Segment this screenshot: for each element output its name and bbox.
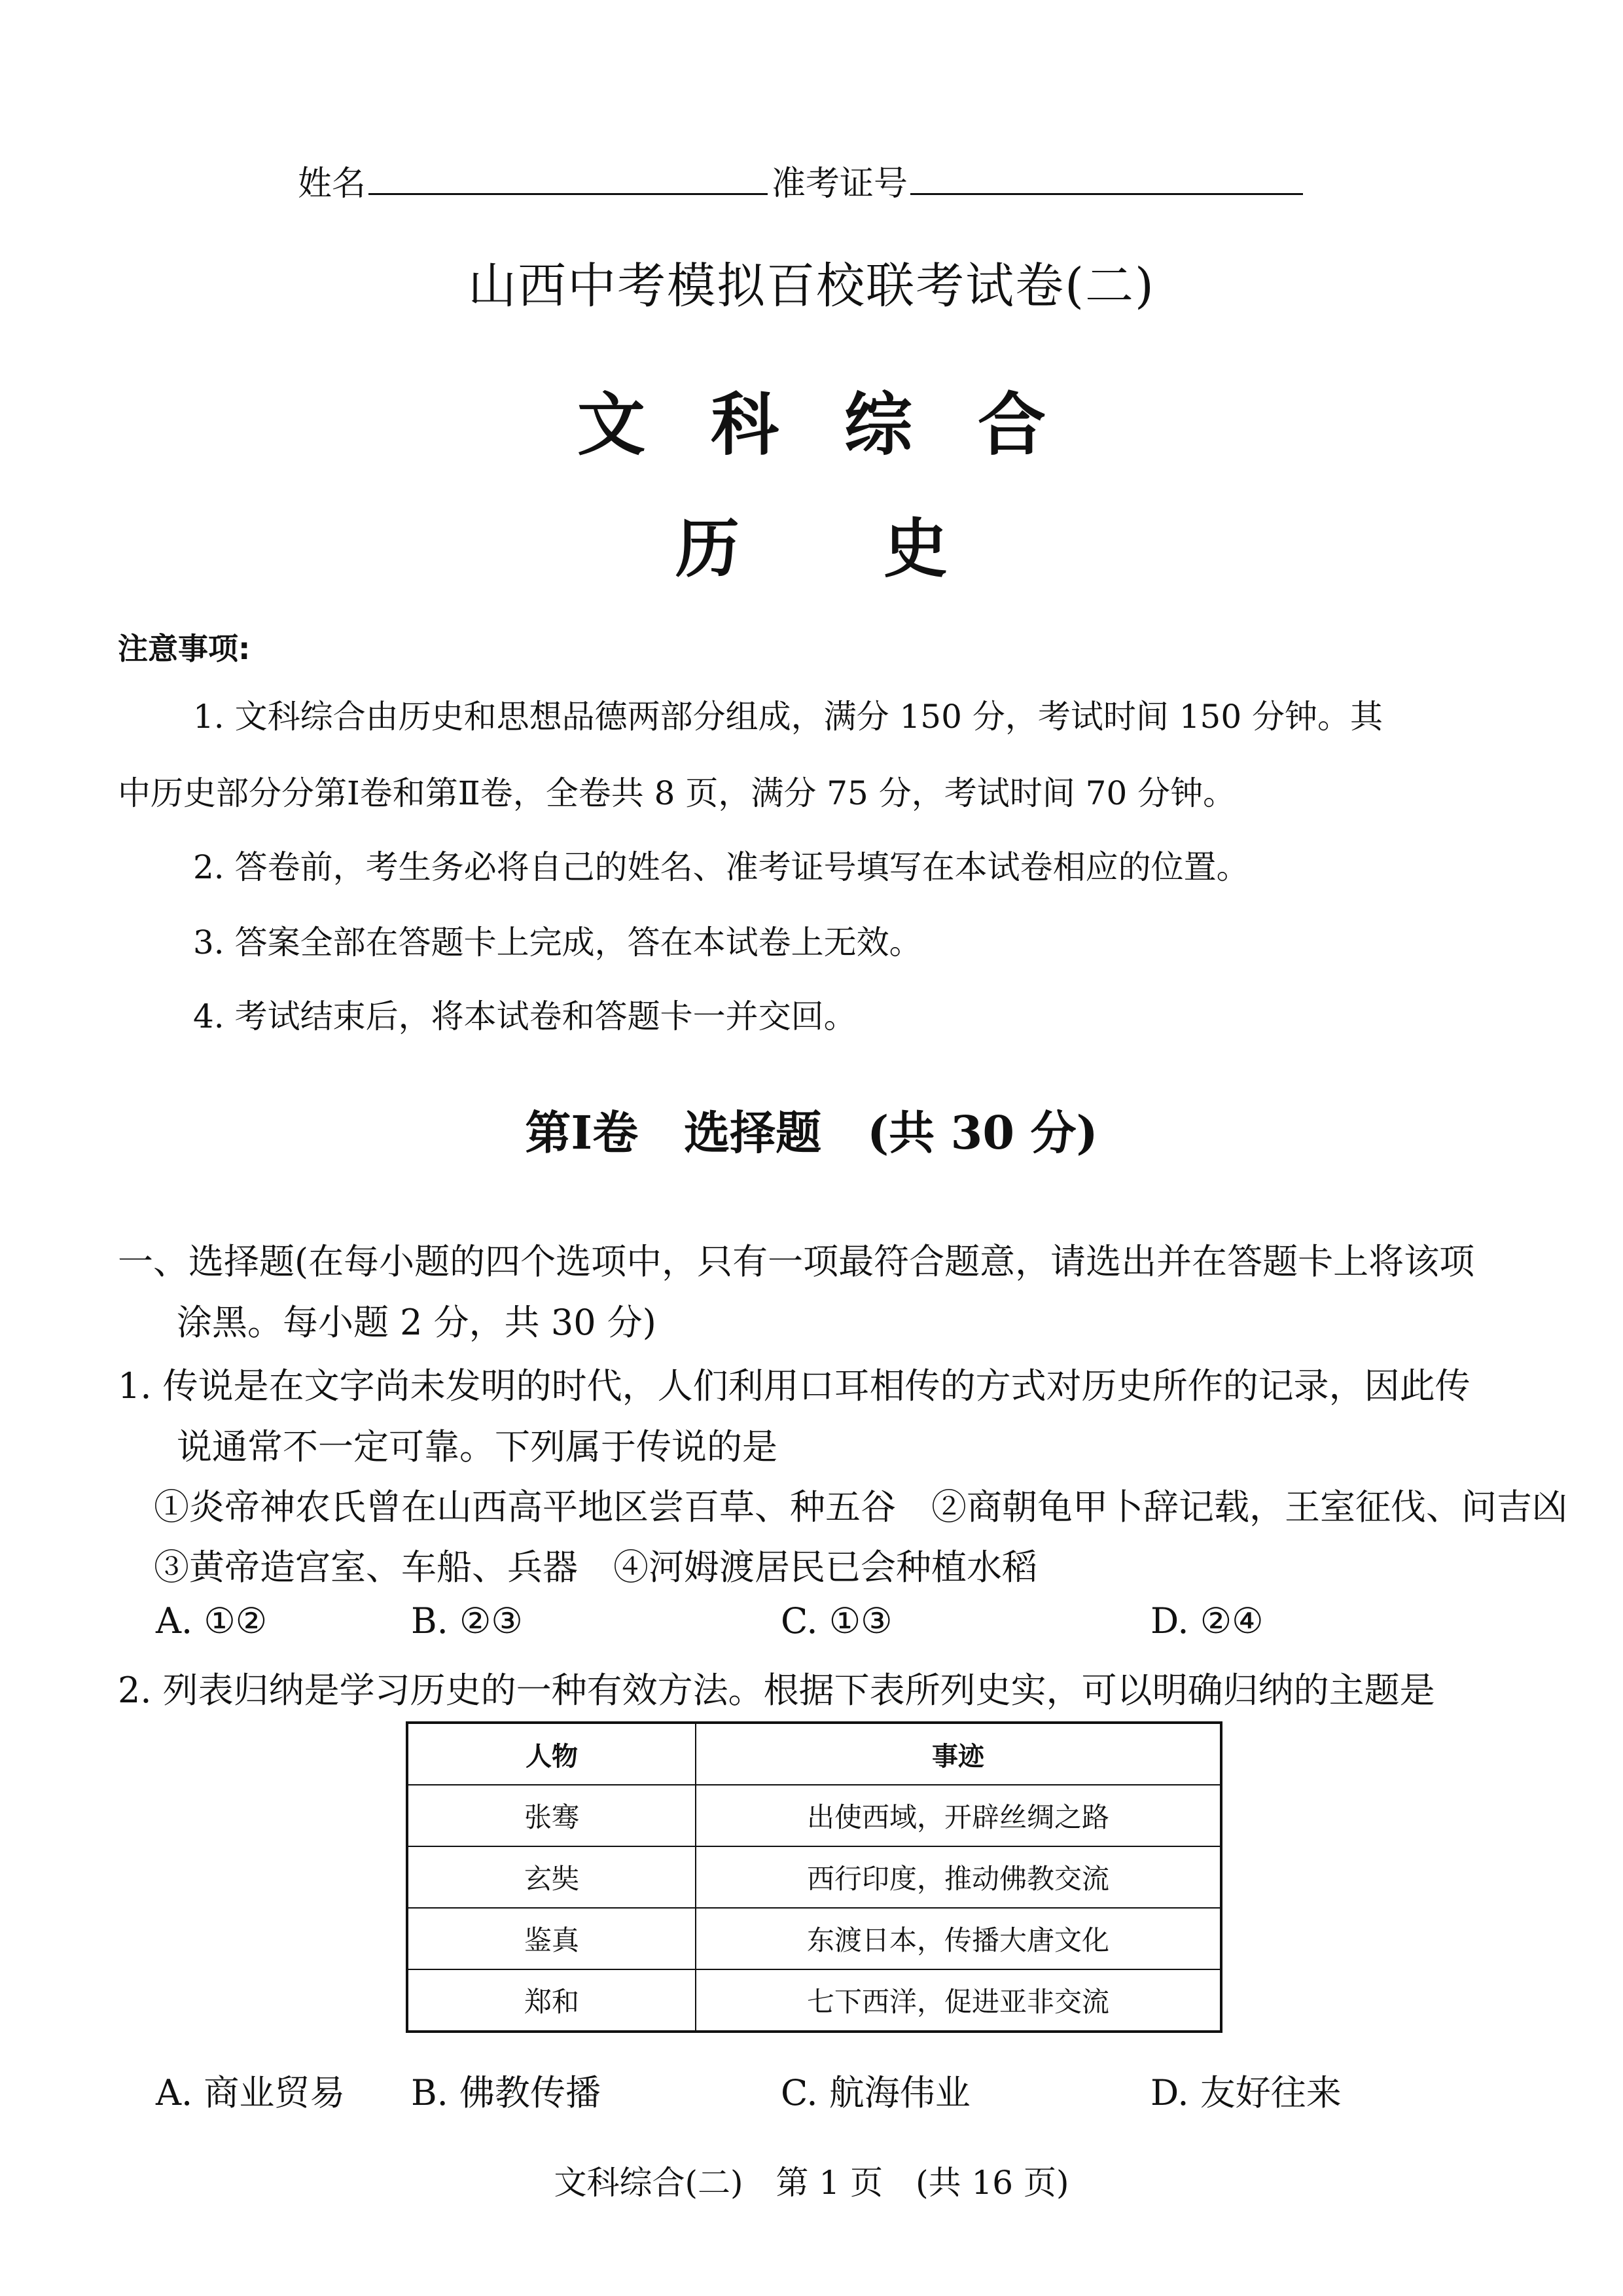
notice-item-2: 2. 答卷前，考生务必将自己的姓名、准考证号填写在本试卷相应的位置。 — [193, 848, 1249, 886]
table-row — [407, 1969, 1221, 2032]
table-header-person: 人物 — [407, 1723, 696, 1785]
table-cell-deeds: 西行印度，推动佛教交流 — [696, 1846, 1221, 1908]
question-1-stem-line-1: 1. 传说是在文字尚未发明的时代，人们利用口耳相传的方式对历史所作的记录，因此传 — [118, 1365, 1471, 1407]
question-1-option-c: C. ①③ — [781, 1600, 893, 1641]
page-footer: 文科综合(二) 第 1 页 (共 16 页) — [554, 2164, 1069, 2202]
notice-item-1-line-2: 中历史部分分第Ⅰ卷和第Ⅱ卷，全卷共 8 页，满分 75 分，考试时间 70 分钟。 — [118, 774, 1236, 812]
question-1-option-a: A. ①② — [156, 1600, 268, 1641]
table-cell-person: 郑和 — [407, 1969, 696, 2032]
table-row — [407, 1908, 1221, 1969]
history-facts-table — [406, 1721, 1222, 2033]
table-cell-person: 玄奘 — [407, 1846, 696, 1908]
table-cell-deeds: 七下西洋，促进亚非交流 — [696, 1969, 1221, 2032]
exam-title: 山西中考模拟百校联考试卷(二) — [468, 258, 1155, 314]
question-2-option-a: A. 商业贸易 — [156, 2072, 346, 2113]
table-row — [407, 1846, 1221, 1908]
section-instruction-line-1: 一、选择题(在每小题的四个选项中，只有一项最符合题意，请选出并在答题卡上将该项 — [118, 1241, 1475, 1282]
question-1-option-d: D. ②④ — [1150, 1600, 1264, 1641]
table-cell-person: 鉴真 — [407, 1908, 696, 1969]
exam-id-label: 准考证号 — [772, 164, 908, 204]
subject-title: 文科综合 — [577, 385, 1111, 465]
notice-item-1-line-1: 1. 文科综合由历史和思想品德两部分组成，满分 150 分，考试时间 150 分钟。其 — [193, 698, 1383, 736]
exam-id-blank-line — [910, 188, 1303, 195]
sub-title: 历史 — [675, 512, 1092, 586]
question-2-option-c: C. 航海伟业 — [781, 2072, 971, 2113]
table-cell-deeds: 东渡日本，传播大唐文化 — [696, 1908, 1221, 1969]
question-1-stem-line-2: 说通常不一定可靠。下列属于传说的是 — [177, 1426, 777, 1467]
table-row — [407, 1785, 1221, 1846]
name-label: 姓名 — [298, 164, 366, 204]
question-2-stem: 2. 列表归纳是学习历史的一种有效方法。根据下表所列史实，可以明确归纳的主题是 — [118, 1670, 1435, 1711]
name-blank-line — [368, 188, 768, 195]
question-1-items-line-2: ③黄帝造宫室、车船、兵器 ④河姆渡居民已会种植水稻 — [154, 1547, 1037, 1588]
candidate-info-fields — [298, 156, 1303, 205]
table-header-row — [407, 1723, 1221, 1785]
notice-heading: 注意事项: — [118, 631, 251, 666]
question-2-option-b: B. 佛教传播 — [411, 2072, 601, 2113]
table-cell-person: 张骞 — [407, 1785, 696, 1846]
question-1-option-b: B. ②③ — [411, 1600, 523, 1641]
table-header-deeds: 事迹 — [696, 1723, 1221, 1785]
notice-item-4: 4. 考试结束后，将本试卷和答题卡一并交回。 — [193, 997, 857, 1035]
notice-item-3: 3. 答案全部在答题卡上完成，答在本试卷上无效。 — [193, 924, 922, 961]
section-title: 第Ⅰ卷 选择题 (共 30 分) — [525, 1105, 1098, 1160]
question-2-option-d: D. 友好往来 — [1150, 2072, 1342, 2113]
question-1-items-line-1: ①炎帝神农氏曾在山西高平地区尝百草、种五谷 ②商朝龟甲卜辞记载，王室征伐、问吉凶 — [154, 1486, 1567, 1528]
section-instruction-line-2: 涂黑。每小题 2 分，共 30 分) — [177, 1302, 656, 1343]
table-cell-deeds: 出使西域，开辟丝绸之路 — [696, 1785, 1221, 1846]
